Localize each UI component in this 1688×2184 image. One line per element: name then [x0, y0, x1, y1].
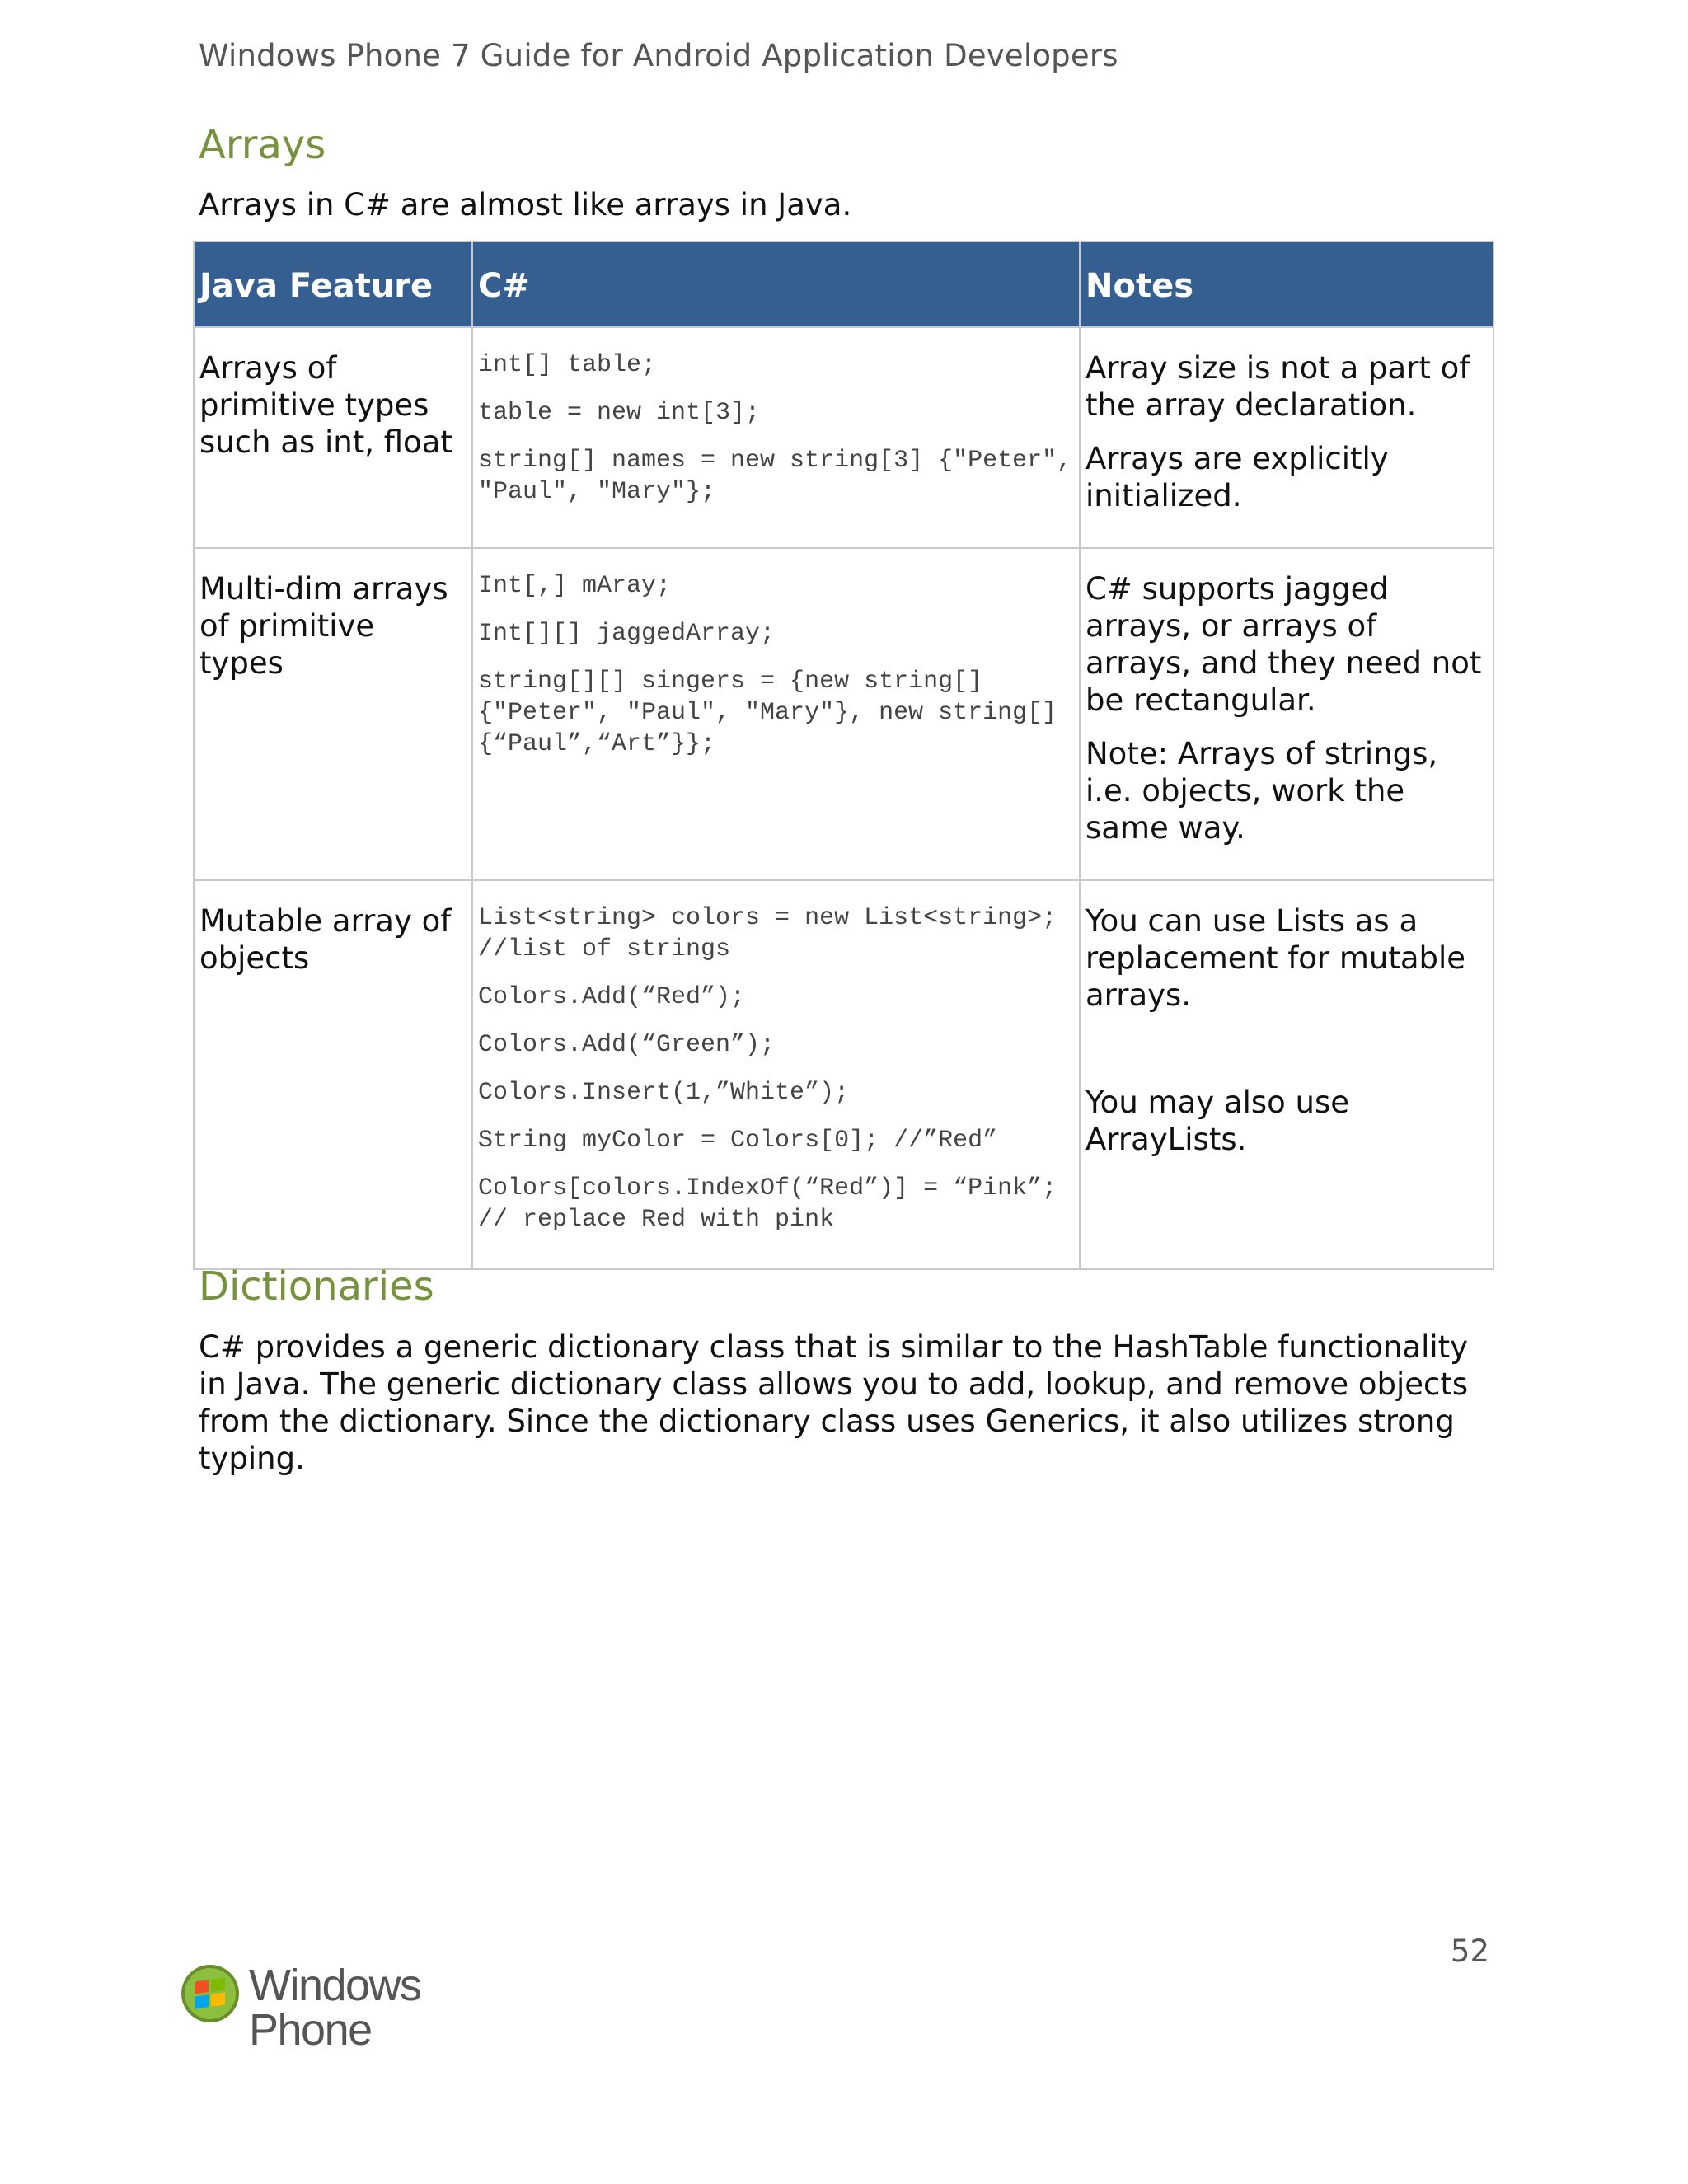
table-row [194, 327, 1493, 548]
code-line: string[] names = new string[3] {"Peter", "Paul", "Mary"}; [478, 447, 1087, 506]
table-row [194, 880, 1493, 1269]
note-paragraph: Array size is not a part of the array declaration. [1085, 350, 1470, 423]
java-feature-cell: Multi-dim arrays of primitive types [194, 548, 472, 880]
logo-line-phone: Phone [249, 2005, 372, 2055]
csharp-code-cell [472, 548, 1080, 880]
windows-flag-icon [180, 1963, 241, 2024]
notes-cell [1080, 880, 1493, 1269]
column-header-notes: Notes [1080, 241, 1493, 327]
code-line: table = new int[3]; [478, 399, 761, 427]
notes-cell [1080, 548, 1493, 880]
csharp-code-cell [472, 327, 1087, 548]
note-paragraph: Arrays are explicitly initialized. [1085, 441, 1389, 513]
code-line: Int[][] jaggedArray; [478, 620, 776, 648]
column-header-csharp: C# [472, 241, 1080, 327]
arrays-heading: Arrays [199, 122, 326, 168]
note-paragraph: Note: Arrays of strings, i.e. objects, work the same way. [1085, 736, 1438, 846]
dictionaries-heading: Dictionaries [199, 1263, 434, 1310]
notes-cell [1080, 327, 1493, 548]
csharp-code-cell [472, 880, 1080, 1269]
arrays-comparison-table [193, 241, 1494, 1270]
code-line: int[] table; [478, 351, 657, 379]
windows-phone-logo [180, 1963, 443, 2070]
code-line: List<string> colors = new List<string>; //list of strings [478, 904, 1072, 963]
note-spacer [1085, 1030, 1488, 1084]
code-line: Colors.Add(“Red”); [478, 983, 746, 1011]
table-header-row [194, 241, 1493, 327]
arrays-intro: Arrays in C# are almost like arrays in Java. [199, 187, 852, 223]
logo-line-windows: Windows [249, 1961, 421, 2010]
dictionaries-paragraph: C# provides a generic dictionary class that is similar to the HashTable functionality in Java. The generic dictionary class allows you to add, lookup, and remove objects from the dictionary. Since the dictionary class uses Generics, it also utilizes strong typing. [199, 1329, 1469, 1476]
code-line: Colors.Add(“Green”); [478, 1031, 776, 1059]
code-line: Colors.Insert(1,”White”); [478, 1079, 850, 1107]
column-header-java-feature: Java Feature [194, 241, 472, 327]
code-line: Int[,] mAray; [478, 572, 672, 600]
code-line: Colors[colors.IndexOf(“Red”)] = “Pink”; // replace Red with pink [478, 1174, 1072, 1234]
code-line: String myColor = Colors[0]; //”Red” [478, 1127, 998, 1155]
page-number: 52 [1450, 1933, 1489, 1969]
code-line: string[][] singers = {new string[] {"Peter", "Paul", "Mary"}, new string[]{“Paul”,“Art”}}; [478, 668, 1057, 758]
java-feature-cell: Arrays of primitive types such as int, float [194, 327, 472, 548]
note-paragraph: C# supports jagged arrays, or arrays of arrays, and they need not be rectangular. [1085, 571, 1482, 718]
note-paragraph: You can use Lists as a replacement for mutable arrays. [1085, 903, 1466, 1013]
note-paragraph: You may also use ArrayLists. [1085, 1085, 1350, 1157]
table-row [194, 548, 1493, 880]
page-header: Windows Phone 7 Guide for Android Application Developers [199, 38, 1118, 73]
java-feature-cell: Mutable array of objects [194, 880, 472, 1269]
logo-wordmark [249, 1961, 421, 2055]
